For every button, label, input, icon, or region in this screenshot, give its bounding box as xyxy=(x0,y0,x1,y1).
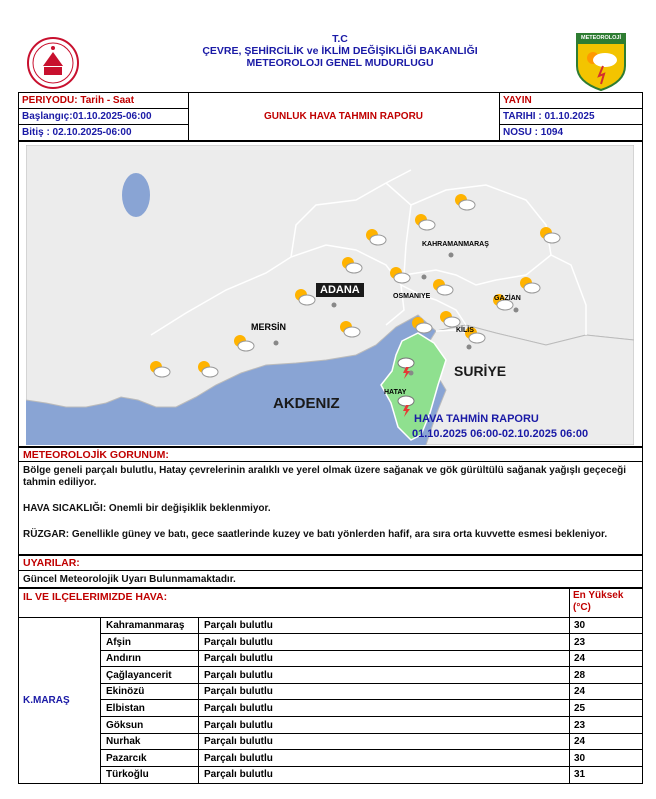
label-hatay: HATAY xyxy=(384,389,407,396)
header-directorate: METEOROLOJI GENEL MUDURLUGU xyxy=(246,57,434,69)
district-name: Nurhak xyxy=(106,736,141,748)
publish-date: TARIHI : 01.10.2025 xyxy=(503,111,595,122)
district-condition: Parçalı bulutlu xyxy=(204,669,273,681)
district-max-temp: 23 xyxy=(574,719,586,731)
label-syria: SURİYE xyxy=(454,363,507,379)
table-row xyxy=(100,618,643,634)
table-row xyxy=(100,718,643,734)
forecast-map xyxy=(26,145,634,445)
header-tc: T.C xyxy=(332,33,348,45)
district-max-temp: 24 xyxy=(574,653,586,665)
district-name: Türkoğlu xyxy=(106,769,149,781)
table-title: IL VE ILÇELERIMIZDE HAVA: xyxy=(23,591,168,603)
outlook-title: METEOROLOJİK GORUNUM: xyxy=(23,449,169,461)
table-row xyxy=(100,651,643,667)
district-condition: Parçalı bulutlu xyxy=(204,686,273,698)
period-end: Bitiş : 02.10.2025-06:00 xyxy=(22,127,132,138)
district-condition: Parçalı bulutlu xyxy=(204,769,273,781)
table-row xyxy=(100,668,643,684)
district-max-temp: 31 xyxy=(574,769,586,781)
label-kilis: KİLİS xyxy=(456,327,474,334)
district-condition: Parçalı bulutlu xyxy=(204,636,273,648)
label-mersin: MERSİN xyxy=(251,322,287,332)
label-gaziantep: GAZİAN xyxy=(494,295,521,302)
district-max-temp: 24 xyxy=(574,736,586,748)
district-condition: Parçalı bulutlu xyxy=(204,752,273,764)
heat-text: Onemli bir değişiklik beklenmiyor. xyxy=(106,503,271,514)
warnings-text: Güncel Meteorolojik Uyarı Bulunmamaktadır. xyxy=(23,574,236,585)
district-condition: Parçalı bulutlu xyxy=(204,703,273,714)
district-name: Elbistan xyxy=(106,703,145,714)
heat-paragraph xyxy=(23,503,633,515)
district-condition: Parçalı bulutlu xyxy=(204,653,273,665)
district-name: Afşin xyxy=(106,636,131,648)
label-kahramanmaras: KAHRAMANMARAŞ xyxy=(422,241,489,248)
district-max-temp: 28 xyxy=(574,669,586,681)
map-caption-period: 01.10.2025 06:00-02.10.2025 06:00 xyxy=(412,428,589,440)
heat-label: HAVA SICAKLIĞI: xyxy=(23,503,107,514)
district-name: Pazarcık xyxy=(106,752,147,764)
district-max-temp: 25 xyxy=(574,703,586,714)
meteorology-logo-text: METEOROLOJİ xyxy=(580,35,622,41)
district-name: Ekinözü xyxy=(106,686,145,698)
district-condition: Parçalı bulutlu xyxy=(204,719,273,731)
district-condition: Parçalı bulutlu xyxy=(204,736,273,748)
table-row xyxy=(100,635,643,651)
district-max-temp: 30 xyxy=(574,620,586,631)
label-osmaniye: OSMANIYE xyxy=(393,293,431,300)
province-name: K.MARAŞ xyxy=(23,695,70,706)
table-row xyxy=(100,767,643,783)
max-temp-header: En Yüksek (°C) xyxy=(573,590,624,613)
table-row xyxy=(100,734,643,750)
wind-label: RÜZGAR: xyxy=(23,529,70,540)
district-max-temp: 23 xyxy=(574,636,586,648)
period-label: PERIYODU: Tarih - Saat xyxy=(22,95,135,106)
publish-label: YAYIN xyxy=(503,95,532,106)
header-ministry: ÇEVRE, ŞEHİRCİLİK ve İKLİM DEĞİŞİKLİĞİ BAKANLIĞI xyxy=(202,45,478,57)
issue-number: NOSU : 1094 xyxy=(503,127,564,138)
outlook-text: Bölge geneli parçalı bulutlu, Hatay çevrelerinin aralıklı ve yerel olmak üzere sağanak ve gök gürültülü sağanak yağışlı geçeceği tahmin ediliyor. xyxy=(23,465,627,488)
district-name: Andırın xyxy=(106,653,141,665)
table-row xyxy=(100,751,643,767)
warnings-title: UYARILAR: xyxy=(23,557,80,569)
report-title: GUNLUK HAVA TAHMIN RAPORU xyxy=(263,111,424,122)
district-max-temp: 30 xyxy=(574,752,586,764)
wind-paragraph xyxy=(23,529,633,541)
district-name: Göksun xyxy=(106,719,144,731)
ministry-logo xyxy=(24,36,82,90)
period-start: Başlangıç:01.10.2025-06:00 xyxy=(22,111,152,122)
label-sea: AKDENIZ xyxy=(273,395,340,412)
wind-text: Genellikle güney ve batı, gece saatlerinde kuzey ve batı yönlerden hafif, ara sıra orta kuvvette esmesi bekleniyor. xyxy=(69,529,608,540)
table-row xyxy=(100,701,643,717)
district-max-temp: 24 xyxy=(574,686,586,698)
district-name: Kahramanmaraş xyxy=(106,620,185,631)
label-adana: ADANA xyxy=(316,283,364,297)
table-row xyxy=(100,684,643,700)
district-condition: Parçalı bulutlu xyxy=(204,620,273,631)
district-name: Çağlayancerit xyxy=(106,669,172,681)
map-caption-title: HAVA TAHMİN RAPORU xyxy=(414,413,539,425)
meteorology-logo xyxy=(575,32,627,92)
